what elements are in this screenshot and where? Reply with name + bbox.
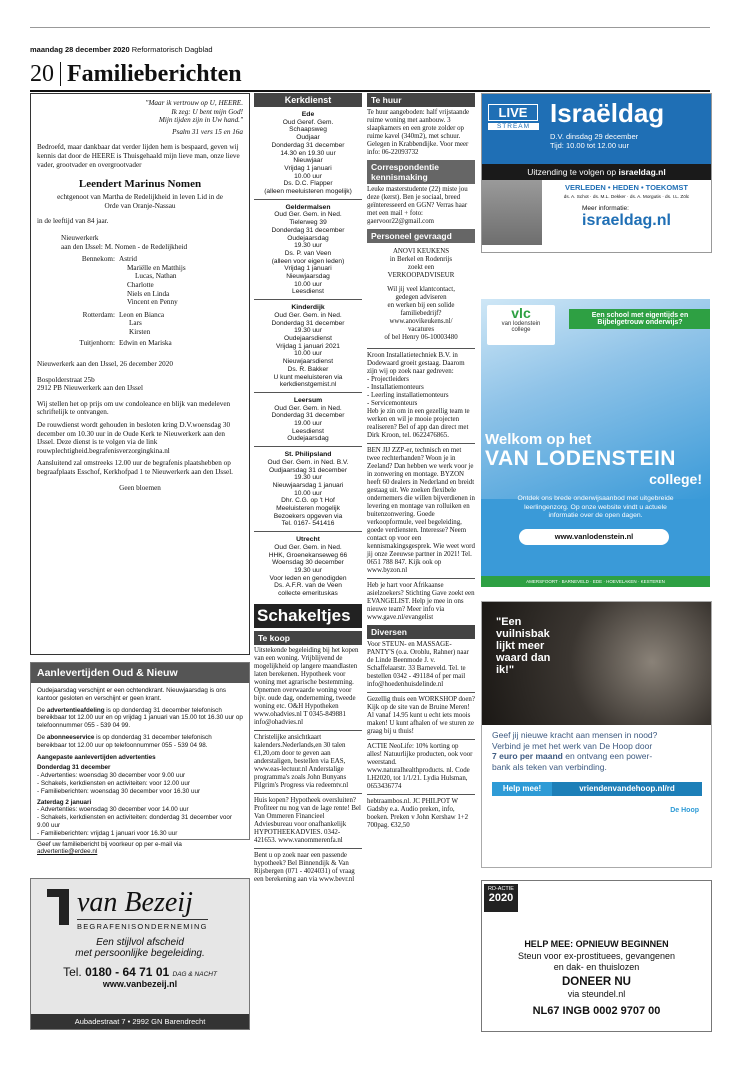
college-line: college!: [649, 471, 702, 487]
family-member: Niels en Linda: [127, 289, 170, 298]
church-line: (alleen voor eigen leden): [271, 257, 345, 265]
aanlever-item: - Schakels, kerkdiensten en activiteiten: voor 12.00 uur: [37, 779, 190, 787]
family-member: Leon en Bianca: [119, 310, 165, 319]
address-line: 2912 PB Nieuwerkerk aan den IJssel: [37, 384, 143, 393]
church-line: 10.00 uur: [294, 350, 322, 358]
church-name: Ede: [301, 111, 315, 118]
church-line: Oudjaarsdag 31 december: [268, 466, 348, 474]
bezeij-slogan: Een stijlvol afscheid: [96, 937, 184, 948]
church-name: St. Philipsland: [284, 451, 332, 459]
church-line: Donderdag 31 december: [271, 226, 345, 234]
verse-line: "Maar ik vertrouw op U, HEERE.: [145, 99, 243, 107]
family-member: Lucas, Nathan: [135, 272, 177, 281]
church-line: Nieuwjaar: [293, 157, 323, 165]
family-member: Kirsten: [129, 327, 151, 336]
bezeij-ad: [30, 878, 250, 1030]
church-line: collecte emerituskas: [278, 590, 338, 598]
church-line: Woensdag 30 december: [272, 559, 344, 567]
church-line: Oudejaarsdag: [287, 234, 329, 242]
corr-header: Correspondentie kennismaking: [367, 160, 475, 184]
bezeij-sub: BEGRAFENISONDERNEMING: [77, 919, 208, 931]
church-line: Vrijdag 1 januari: [284, 265, 332, 273]
hoop-quote: "Een vuilnisbak lijkt meer waard dan ik!": [496, 616, 551, 676]
family-member: Vincent en Penny: [127, 298, 178, 307]
dateline: maandag 28 december 2020 Reformatorisch Dagblad: [30, 45, 213, 54]
dehoop-ad: [481, 601, 712, 868]
family-place: Bennekom:: [81, 255, 115, 264]
stream-label: STREAM: [488, 123, 539, 130]
notice-intro: Bedroefd, maar dankbaar dat verder lijden hem is bespaard, geven wij kennis dat door de HEERE is Thuisgehaald mijn lieve man, onze lieve vader, grootvader en overgrootvader: [37, 143, 240, 169]
aanlever-text: De advertentieafdeling is op donderdag 31 december telefonisch bereikbaar tot 12.00 uur en op vrijdag 1 januari van 15.00 tot 16.30 uur op telefoonnummer 055 - 539 04 99.: [37, 706, 243, 730]
church-line: Ds. R. Bakker: [287, 365, 329, 373]
family-member: Edwin en Mariska: [119, 339, 172, 348]
family-place: Nieuwerkerk: [61, 233, 99, 242]
aanlever-day: Donderdag 31 december: [37, 764, 111, 772]
verse-ref: Psalm 31 vers 15 en 16a: [172, 127, 243, 136]
church-name: Leersum: [293, 396, 323, 404]
church-line: U kunt meeluisteren via: [273, 373, 343, 381]
uitzending-bar: Uitzending te volgen op israeldag.nl: [482, 164, 711, 180]
church-line: Oud Ger. Gem. in Ned.: [274, 543, 342, 551]
dehoop-logo: De Hoop: [670, 807, 699, 814]
church-listing: [254, 299, 362, 389]
church-line: Donderdag 31 december: [271, 319, 345, 327]
lodenstein-ad: [481, 299, 710, 587]
header-rule: [30, 90, 710, 92]
top-rule: [30, 27, 710, 28]
kerkdienst-title: Kerkdienst: [254, 93, 362, 107]
classified-column: [367, 93, 475, 830]
church-line: Oud Ger. Gem. in Ned.: [274, 311, 342, 319]
family-line: aan den IJssel: M. Nomen - de Redelijkheid: [61, 242, 188, 251]
church-line: Dhr. C.G. op 't Hof: [281, 497, 335, 505]
church-line: Oud Ger. Gem. in Ned.: [274, 404, 342, 412]
classified-ad: Bent u op zoek naar een passende hypotheek? Bel Binnendijk & Van Rijsbergen (071 - 4024031) of vraag een berekening aan via www.bevr.nl: [254, 851, 355, 883]
church-line: Ds. D.C. Flapper: [283, 180, 333, 188]
classified-ad: Te huur aangeboden: half vrijstaande ruime woning met aanbouw. 3 slaapkamers en een grote zolder op ruime kavel (340m2), met schuur. Gelegen in Krabbendijke. Voor meer info: 06-22093732: [367, 109, 470, 156]
aanlever-item: - Schakels, kerkdiensten en activiteiten: donderdag 31 december voor 9.00 uur: [37, 814, 232, 829]
bezeij-web: www.vanbezeij.nl: [102, 979, 178, 989]
israeldag-site[interactable]: israeldag.nl: [582, 212, 671, 229]
aanlever-text: Oudejaarsdag verschijnt er een ochtendkrant. Nieuwjaarsdag is ons kantoor gesloten en verschijnt er geen krant.: [37, 687, 227, 702]
aanlever-item: - Familieberichten: vrijdag 1 januari voor 16.30 uur: [37, 829, 178, 837]
church-line: Ds. P. van Veen: [284, 249, 332, 257]
bezeij-name: van Bezeij: [77, 887, 193, 918]
classified-ad: hebtraambos.nl. JC PHILPOT W Gadsby e.a. Audio preken, info, boeken. Preken v John Kershaw 1+2 700pag. €32,50: [367, 798, 469, 829]
bezeij-phone: Tel. 0180 - 64 71 01 DAG & NACHT: [63, 965, 217, 979]
church-line: 14.30 en 19.30 uur: [280, 149, 336, 157]
family-member: Charlotte: [127, 280, 154, 289]
church-listing: [254, 392, 362, 443]
speakers-line: ds. A. Schot · ds. M.L. Dekker · ds. A. Morgutis · ds. I.L. Zölc: [563, 194, 690, 199]
church-listing: [254, 111, 362, 196]
live-badge: LIVE: [488, 104, 538, 121]
church-line: Vrijdag 1 januari: [284, 164, 332, 172]
church-line: Oud Ger. Gem. in Ned.: [274, 211, 342, 219]
family-member: Mariëlle en Matthijs: [127, 263, 186, 272]
age-line: in de leeftijd van 84 jaar.: [37, 217, 109, 226]
verse-line: Mijn tijden zijn in Uw hand.": [158, 116, 243, 125]
aanlever-title: Aanlevertijden Oud & Nieuw: [31, 663, 249, 683]
church-line: Oudejaarsdag: [287, 435, 329, 443]
church-line: HHK, Groenekanseweg 66: [268, 551, 348, 559]
lodenstein-name: VAN LODENSTEIN: [485, 447, 676, 470]
flowers-line: Geen bloemen: [119, 483, 161, 492]
church-line: Oud Geref. Gem.: [282, 118, 334, 126]
church-line: Vrijdag 1 januari 2021: [276, 342, 340, 350]
church-line: Leesdienst: [292, 288, 324, 296]
church-line: 19.30 uur: [294, 474, 322, 482]
kerkdienst-column: [254, 93, 362, 884]
lodenstein-cities: AMERSFOORT · BARNEVELD · EDE · HOEVELAKEN · KESTEREN: [481, 576, 710, 587]
rdactie-heading: HELP MEE: OPNIEUW BEGINNEN: [524, 939, 669, 949]
church-line: Oudejaarsdienst: [283, 334, 333, 342]
page-header: [30, 60, 242, 88]
israeldag-banner: [482, 94, 711, 164]
church-line: Meeluisteren mogelijk: [276, 505, 340, 513]
jerusalem-photo: [482, 180, 542, 245]
church-line: 19.30 uur: [294, 327, 322, 335]
church-line: 19.30 uur: [294, 242, 322, 250]
iban-line: NL67 INGB 0002 9707 00: [532, 1005, 661, 1017]
burial-text: Aansluitend zal omstreeks 12.00 uur de begrafenis plaatshebben op begraafplaats Esschof, Kerkhofpad 1 te Nieuwerkerk aan den IJssel.: [37, 459, 233, 476]
church-line: Nieuwjaarsdag 1 januari: [272, 481, 344, 489]
israeldag-time: Tijd: 10.00 tot 12.00 uur: [550, 141, 629, 150]
schakeltjes-title: Schakeltjes: [254, 604, 362, 628]
bezeij-logo-icon: [45, 889, 71, 927]
church-line: 10.00 uur: [294, 172, 322, 180]
kroon-ad: Kroon Installatietechniek B.V. in Dodewaard groeit gestaag. Daarom zijn wij op zoek naar gedreven: - Projectleiders - Installatiemonteurs - Leerling installatiemonteurs - Servicemonteurs Heb je zin om in een gezellig team te werken en wil je mooie projecten realiseren? Bel of app dan direct met Dirk Kroon, tel. 0622476865.: [367, 352, 470, 439]
tekoop-header: Te koop: [254, 631, 362, 645]
anovi-ad: ANOVI KEUKENS in Berkel en Rodenrijs zoekt een VERKOOPADVISEUR Wil jij veel klantcontact, gedegen adviseren en werken bij een solide familiebedrijf? www.anovikeukens.nl/ vacatures of bel Henry 06-10003480: [384, 248, 458, 341]
death-notice: [30, 93, 250, 655]
vht-line: VERLEDEN • HEDEN • TOEKOMST: [564, 183, 689, 192]
church-line: Nieuwjaarsdienst: [282, 358, 334, 366]
classified-ad: Huis kopen? Hypotheek oversluiten? Profiteer nu nog van de lage rente! Bel Van Ommeren Financieel Adviesbureau voor onafhankelijk HYPOTHEEKADVIES. 0342-421653. www.vanommerenfa.nl: [254, 796, 361, 844]
meer-info: Meer informatie:: [582, 205, 629, 212]
doneer-line: DONEER NU: [561, 976, 631, 988]
aanlever-item: - Advertenties: woensdag 30 december voor 14.00 uur: [37, 806, 189, 814]
aanlever-item: - Familieberichten: woensdag 30 december voor 16.30 uur: [37, 787, 201, 795]
church-listing: [254, 531, 362, 598]
church-line: Ds. A.F.R. van de Veen: [274, 582, 342, 590]
rdactie-badge: RD-ACTIE 2020: [484, 884, 518, 912]
rdactie-ad: [481, 880, 712, 1032]
church-line: 10.00 uur: [294, 489, 322, 497]
via-line: via steundel.nl: [567, 989, 626, 999]
aanlever-item: - Advertenties: woensdag 30 december voor 9.00 uur: [37, 772, 186, 780]
church-line: Leesdienst: [292, 427, 324, 435]
deceased-name: Leendert Marinus Nomen: [78, 178, 202, 191]
church-line: Voor leden en genodigden: [269, 574, 347, 582]
condolence-text: Wij stellen het op prijs om uw condoleance en blijk van medeleven schriftelijk te ontvangen.: [37, 399, 231, 417]
church-line: Schaapsweg: [289, 126, 327, 134]
personeel-header: Personeel gevraagd: [367, 229, 475, 243]
family-member: Lars: [129, 319, 142, 328]
classified-ad: Leuke masterstudente (22) miste jou deze (kerst). Ben je sociaal, breed geïnteresseerd en GGN? Verras haar met een mail + foto: gaervoor22@gmail.com: [367, 186, 468, 225]
church-line: Tielerweg 39: [289, 219, 327, 227]
hoop-site[interactable]: vriendenvandehoop.nl/rd: [552, 782, 702, 796]
church-line: Bezoekers opgeven via: [273, 512, 343, 520]
spouse-line: echtgenoot van Martha de Redelijkheid in leven Lid in de Orde van Oranje-Nassau: [57, 193, 223, 210]
classified-ad: ACTIE NeoLife: 10% korting op alles! Natuurlijke producten, ook voor weerstand. www.naturalhealthproducts. nl. Code LH2020, tot 1/1/21. Lydia Hulsman, 0653436774: [367, 743, 473, 790]
classified-ad: Voor STEUN- en MASSAGE-PANTY'S (o.a. Oroblu, Rahner) naar de Linde Beenmode J. v. Schaffelaarstr. 33 Barneveld. Tel. te bestellen 0342 - 491184 of per mail info@hoedenhuisdelinde.nl: [367, 641, 469, 688]
page-number: 20: [30, 62, 61, 86]
lodenstein-text: Ontdek ons brede onderwijsaanbod met uitgebreide leerlingenzorg. Op onze website vindt u actuele informatie over de open dagen.: [517, 495, 674, 519]
church-line: Tel. 0167- 541416: [281, 520, 335, 528]
welkom-line: Welkom op het: [485, 431, 592, 448]
aanlever-heading: Aangepaste aanlevertijden advertenties: [37, 753, 156, 761]
church-line: kerkdienstgemist.nl: [279, 381, 337, 389]
page-title: Familieberichten: [67, 61, 242, 87]
gave-ad: Heb je hart voor Afrikaanse asielzoekers? Stichting Gave zoekt een EVANGELIST. Help je mee in ons nieuwe team? Meer info via www.gave.nl/evangelist: [367, 582, 475, 621]
church-line: 19.00 uur: [294, 420, 322, 428]
classified-ad: Uitstekende begeleiding bij het kopen van een woning. Vrijblijvend de mogelijkheid op langere maandlasten laten berekenen. Hypotheek voor woning met agrarische bestemming. Opnemen overwaarde woning voor bijv. oude dag, onderneming, tweede woning etc. O&H Hypotheken www.ohadvies.nl T 0345-849881 info@ohadvies.nl: [254, 646, 359, 726]
hoop-cta[interactable]: [492, 782, 702, 796]
diversen-header: Diversen: [367, 625, 475, 639]
aanlever-box: [30, 662, 250, 856]
family-member: Astrid: [119, 255, 137, 264]
lodenstein-web[interactable]: www.vanlodenstein.nl: [519, 529, 669, 545]
church-name: Geldermalsen: [285, 203, 331, 211]
church-line: 10.00 uur: [294, 280, 322, 288]
church-line: (alleen meeluisteren mogelijk): [264, 188, 352, 196]
church-line: Nieuwjaarsdag: [286, 273, 330, 281]
classified-ad: Gezellig thuis een WORKSHOP doen? Kijk op de site van de Bruine Meren! Al vanaf 14.95 kunt u echt iets moois maken! U kunt afhalen of we sturen ze graag bij u thuis!: [367, 696, 475, 735]
church-listing: [254, 199, 362, 296]
israeldag-title: Israëldag: [550, 98, 665, 128]
vlc-logo: vlc van lodenstein college: [487, 305, 555, 345]
byzon-ad: BEN JIJ ZZP-er, technisch en met twee rechterhanden? Woon je in Zeeland? Dan hebben we werk voor je in zonwering en montage. BYZON heeft 60 dealers in Nederland en breidt gestaag uit. We zoeken flexibele ondernemers die willen bijverdienen in levering en montage van rolluiken en buitenzonwering. Goede verkoopformule, veel begeleiding, goede verdiensten. Interesse? Neem contact op voor een kennismakingsgesprek. Wie weet word jij onze Zeeuwse partner in 2021! Tel. 0651 788 847. Kijk ook op www.byzon.nl: [367, 447, 475, 574]
hoop-text: Geef jij nieuwe kracht aan mensen in nood? Verbind je met het werk van De Hoop door 7 euro per maand en ontvang een power- bank als teken van verbinding.: [492, 730, 658, 772]
church-line: 19.30 uur: [294, 566, 322, 574]
aanlever-text: Geef uw familiebericht bij voorkeur op per e-mail via advertentie@erdee.nl: [37, 840, 182, 856]
help-button[interactable]: Help mee!: [502, 784, 542, 793]
verse-line: Ik zeg: U bent mijn God!: [171, 107, 243, 116]
rdactie-text: Steun voor ex-prostituees, gevangenen en dak- en thuislozen: [517, 951, 676, 972]
bezeij-address: Aubadestraat 7 • 2992 GN Barendrecht: [31, 1014, 249, 1029]
address-line: Bospolderstraat 25b: [37, 375, 95, 384]
church-listing: [254, 446, 362, 528]
family-place: Tuitjenhorn:: [79, 339, 115, 348]
aanlever-day: Zaterdag 2 januari: [37, 798, 92, 806]
church-name: Kinderdijk: [291, 304, 325, 312]
lodenstein-tagline: Een school met eigentijds en Bijbelgetrouw onderwijs?: [569, 309, 710, 329]
israeldag-ad: [481, 93, 712, 253]
israeldag-date: D.V. dinsdag 29 december: [550, 132, 639, 141]
church-line: Oudjaar: [296, 134, 320, 142]
classified-ad: Christelijke ansichtkaart kalenders.Nederlands,en 30 talen €1,20,om door te geven aan anderstaligen, bestellen via EAS, www.eas-lectuur.nl Anderstalige programma's zoals John Bunyans Pilgrim's Progress via redeemtv.nl: [254, 733, 349, 789]
aanlever-text: De abonneeservice is op donderdag 31 december telefonisch bereikbaar tot 12.00 uur op telefoonnummer 055 - 539 04 98.: [37, 733, 212, 749]
tehuur-header: Te huur: [367, 93, 475, 107]
church-line: Donderdag 31 december: [271, 141, 345, 149]
church-line: Oud Ger. Gem. in Ned. B.V.: [267, 458, 349, 466]
church-line: Donderdag 31 december: [271, 412, 345, 420]
place-date: Nieuwerkerk aan den IJssel, 26 december 2020: [37, 360, 173, 369]
bezeij-slogan: met persoonlijke begeleiding.: [75, 948, 205, 959]
church-name: Utrecht: [296, 536, 320, 544]
service-text: De rouwdienst wordt gehouden in besloten kring D.V.woensdag 30 december om 10.30 uur in de Oude Kerk te Nieuwerkerk aan den IJssel. Deze dienst is te volgen via de link rouwplechtigheid.begrafenisverzorgingkina.nl: [37, 421, 231, 455]
family-place: Rotterdam:: [82, 310, 115, 319]
email-link[interactable]: advertentie@erdee.nl: [37, 848, 98, 856]
